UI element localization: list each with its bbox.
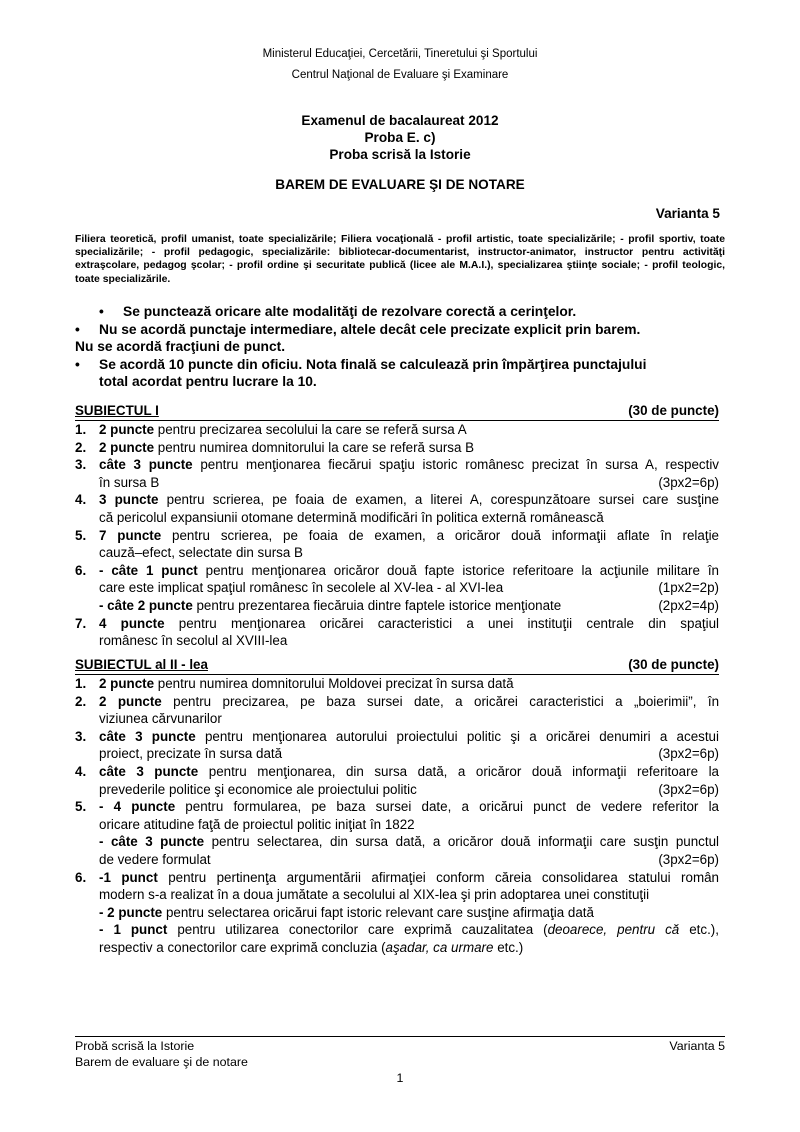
- item-number: 5.: [75, 799, 87, 815]
- item-points: - 2 puncte: [99, 904, 163, 920]
- item-text: pentru selectarea, din sursa dată, a oricăror două informaţii care susţin punctul: [204, 834, 719, 850]
- list-item: [75, 421, 719, 439]
- rule-2: [75, 321, 725, 339]
- footer-left-1: Probă scrisă la Istorie: [75, 1039, 195, 1053]
- item-number: 4.: [75, 492, 87, 508]
- item-number: 3.: [75, 728, 87, 744]
- item-number: 2.: [75, 693, 87, 709]
- rule-3-continuation: total acordat pentru lucrare la 10.: [99, 374, 317, 390]
- item-text-cont: care este implicat spaţiul românesc în secolele al XV-lea - al XVI-lea: [99, 580, 504, 596]
- subiect-1-points: (30 de puncte): [628, 403, 719, 418]
- proba-title: Proba E. c): [364, 130, 436, 145]
- item-text: pentru prezentarea fiecăruia dintre faptele istorice menţionate: [192, 597, 562, 613]
- item-score: (3px2=6p): [658, 474, 719, 490]
- item-text: pentru precizarea secolului la care se referă sursa A: [154, 422, 467, 437]
- list-item: [75, 491, 719, 526]
- item-text: pentru menţionarea autorului proiectului politic şi a oricărei denumiri a acestui: [195, 728, 719, 744]
- item-score: (3px2=6p): [658, 851, 719, 867]
- item-points: 2 puncte: [99, 439, 155, 455]
- list-item: [75, 456, 719, 491]
- item-points: - 1 punct: [99, 922, 168, 938]
- item-text-cont: de vedere formulat: [99, 851, 211, 867]
- item-number: 3.: [75, 457, 87, 473]
- item-text: pentru precizarea, pe baza sursei date, a oricărei caracteristici a „boierimii”, în: [161, 693, 720, 709]
- list-item: [75, 675, 719, 693]
- subiect-1-items: [75, 421, 719, 650]
- item-points: câte 3 puncte: [99, 457, 193, 473]
- item-text: pentru scrierea, pe foaia de examen, a literei A, corespunzătoare sursei care susţine: [158, 492, 720, 508]
- item-text: pentru pertinenţa argumentării afirmaţiei conform căreia consolidarea statului român: [157, 869, 719, 885]
- item-text-cont: viziunea cărvunarilor: [99, 711, 222, 727]
- item-points: 2 puncte: [99, 676, 155, 691]
- filiera-paragraph: Filiera teoretică, profil umanist, toate specializările; Filiera vocaţională - profil artistic, toate specializările; - profil sportiv, toate specializările; - profil pedagogic, specializările: bibliotecar-documentarist, instructor-animator, instructor pentru activităţi extraşcolare, pedagog şcolar; - profil ordine şi securitate publică (licee ale M.A.I.), specializarea ştiinţe sociale; - profil teologic, toate specializările.: [75, 234, 725, 285]
- subiect-2: [75, 657, 719, 957]
- item-text-cont: respectiv a conectorilor care exprimă concluzia (: [99, 939, 386, 955]
- item-points: 2 puncte: [99, 693, 162, 709]
- item-points: - câte 1 punct: [99, 562, 198, 578]
- item-text-cont: proiect, precizate în sursa dată: [99, 746, 283, 762]
- item-text: etc.),: [679, 922, 719, 938]
- item-text: pentru menţionarea fiecărui spaţiu istoric românesc precizat în sursa A, respectiv: [192, 457, 719, 473]
- list-item: [75, 562, 719, 615]
- item-points: 4 puncte: [99, 615, 165, 631]
- item-points: -1 punct: [99, 869, 158, 885]
- subject-title: Proba scrisă la Istorie: [329, 147, 471, 162]
- item-score: (3px2=6p): [658, 781, 719, 797]
- item-points: 2 puncte: [99, 422, 155, 437]
- item-text: pentru menţionarea, din sursa dată, a oricăror două informaţii referitoare la: [198, 763, 719, 779]
- list-item: [75, 798, 719, 868]
- bullet-icon: •: [75, 321, 80, 337]
- item-text: pentru menţionarea oricărei caracteristici a unei instituţii centrale din spaţiul: [164, 615, 720, 631]
- subiect-1-title: SUBIECTUL I: [75, 403, 159, 418]
- item-text: etc.): [493, 939, 524, 955]
- item-score: (2px2=4p): [658, 597, 719, 613]
- barem-title: BAREM DE EVALUARE ŞI DE NOTARE: [275, 177, 525, 192]
- item-score: (1px2=2p): [658, 580, 719, 596]
- item-text-italic: aşadar, ca urmare: [385, 939, 494, 955]
- item-text-italic: deoarece, pentru că: [547, 922, 680, 938]
- rule-1: [75, 303, 725, 321]
- item-text: pentru numirea domnitorului la care se referă sursa B: [154, 439, 475, 455]
- rule-1-text: Se punctează oricare alte modalităţi de rezolvare corectă a cerinţelor.: [123, 304, 577, 319]
- subiect-1-heading: [75, 403, 719, 421]
- item-number: 4.: [75, 763, 87, 779]
- bullet-icon: •: [75, 356, 80, 372]
- list-item: [75, 527, 719, 562]
- item-points: 7 puncte: [99, 527, 162, 543]
- general-rules: [75, 303, 725, 391]
- item-text-cont: în sursa B: [99, 474, 160, 490]
- item-text: pentru numirea domnitorului Moldovei precizat în sursa dată: [154, 676, 514, 691]
- item-text-cont: modern s-a realizat în a doua jumătate a secolului al XIX-lea şi prin adoptarea unei constituţii: [99, 887, 650, 903]
- item-number: 1.: [75, 676, 87, 691]
- bullet-icon: •: [99, 304, 104, 319]
- varianta-label: Varianta 5: [655, 206, 720, 221]
- ministry-header: Ministerul Educaţiei, Cercetării, Tineretului şi Sportului: [262, 48, 538, 60]
- rule-2-text: Nu se acordă punctaje intermediare, altele decât cele precizate explicit prin barem.: [99, 321, 641, 337]
- item-score: (3px2=6p): [658, 746, 719, 762]
- subiect-2-heading: [75, 657, 719, 675]
- list-item: [75, 763, 719, 798]
- item-text-cont: că pericolul expansiunii otomane determină modificări în politica externă românească: [99, 509, 604, 525]
- item-points: - câte 2 puncte: [99, 597, 193, 613]
- item-text: pentru utilizarea conectorilor care exprimă cauzalitatea (: [167, 922, 548, 938]
- item-text: pentru formularea, pe baza sursei date, a oricărui punct de vedere referitor la: [175, 799, 719, 815]
- item-text: pentru selectarea oricărui fapt istoric relevant care susţine afirmaţia dată: [162, 904, 594, 920]
- list-item: [75, 615, 719, 650]
- subiect-1: [75, 403, 719, 650]
- item-text: pentru menţionarea oricăror două fapte istorice referitoare la acţiunile militare în: [197, 562, 719, 578]
- list-item: [75, 693, 719, 728]
- item-number: 5.: [75, 527, 87, 543]
- exam-title: Examenul de bacalaureat 2012: [301, 113, 499, 128]
- list-item: [75, 869, 719, 957]
- center-header: Centrul Naţional de Evaluare şi Examinare: [291, 69, 509, 81]
- item-number: 6.: [75, 869, 87, 885]
- item-text-cont: oricare atitudine faţă de proiectul politic iniţiat în 1822: [99, 816, 415, 832]
- footer-divider: [75, 1036, 725, 1037]
- item-number: 7.: [75, 615, 87, 631]
- item-points: - 4 puncte: [99, 799, 176, 815]
- item-number: 1.: [75, 422, 87, 437]
- item-text-cont: prevederile politice şi economice ale proiectului politic: [99, 781, 417, 797]
- list-item: [75, 439, 719, 457]
- rule-2-continuation: Nu se acordă fracţiuni de punct.: [75, 339, 286, 355]
- subiect-2-items: [75, 675, 719, 957]
- footer-left-2: Barem de evaluare şi de notare: [75, 1055, 248, 1069]
- item-number: 6.: [75, 562, 87, 578]
- subiect-2-points: (30 de puncte): [628, 657, 719, 672]
- item-text-cont: românesc în secolul al XVIII-lea: [99, 633, 288, 649]
- item-points: 3 puncte: [99, 492, 159, 508]
- item-text-cont: cauză–efect, selectate din sursa B: [99, 545, 303, 561]
- item-points: câte 3 puncte: [99, 763, 199, 779]
- footer-right: Varianta 5: [669, 1039, 725, 1053]
- rule-3-text: Se acordă 10 puncte din oficiu. Nota finală se calculează prin împărţirea punctajului: [99, 356, 647, 372]
- list-item: [75, 728, 719, 763]
- item-number: 2.: [75, 439, 87, 455]
- rule-3: [75, 356, 725, 374]
- item-points: câte 3 puncte: [99, 728, 196, 744]
- item-text: pentru scrierea, pe foaia de examen, a oricăror două informaţii aflate în relaţie: [161, 527, 719, 543]
- subiect-2-title: SUBIECTUL al II - lea: [75, 657, 208, 672]
- item-points: - câte 3 puncte: [99, 834, 205, 850]
- page-number: 1: [396, 1071, 404, 1085]
